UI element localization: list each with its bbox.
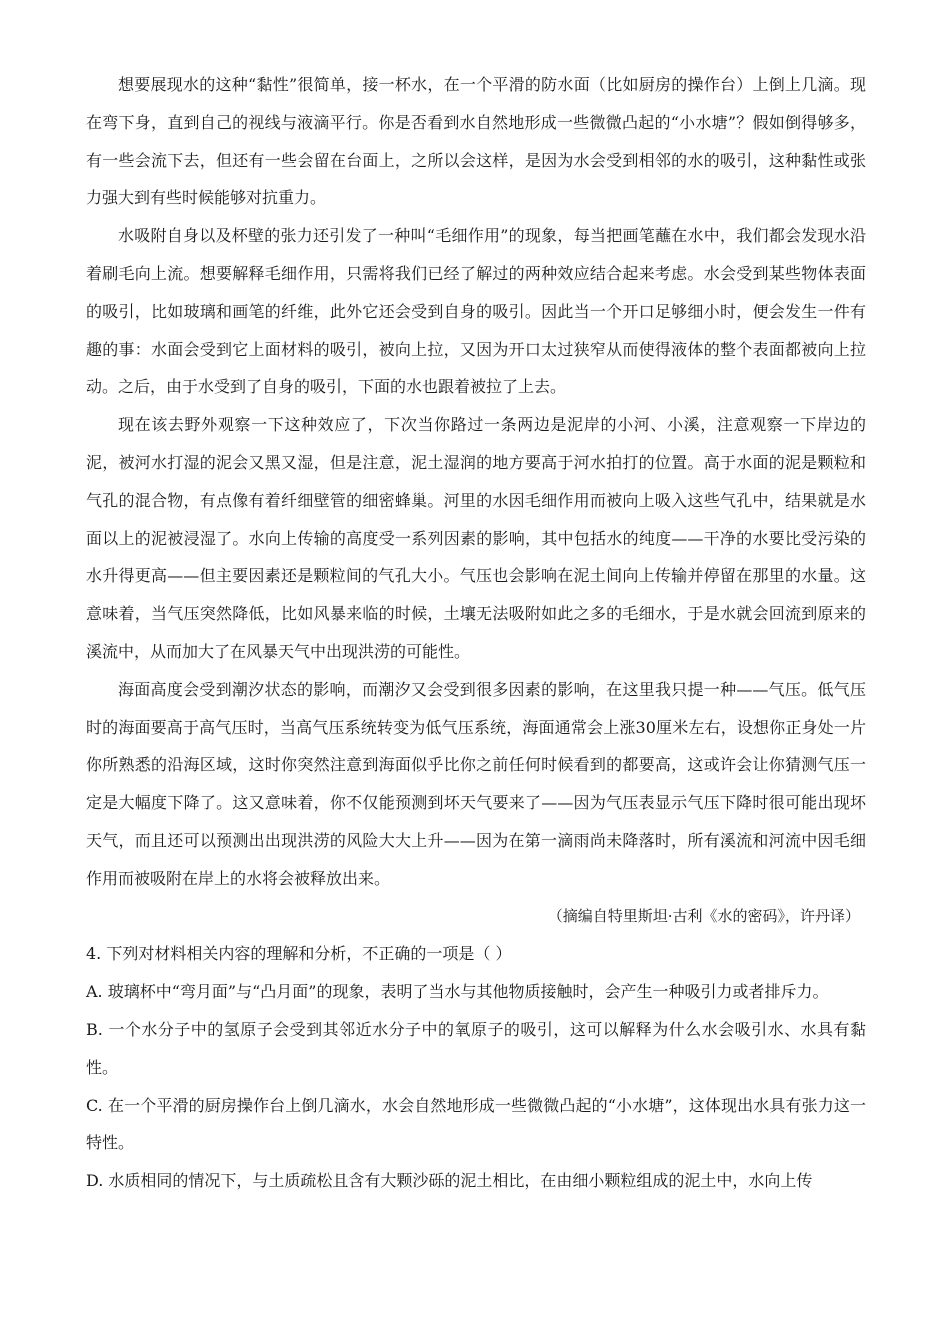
article-paragraph-2: 水吸附自身以及杯壁的张力还引发了一种叫“毛细作用”的现象，每当把画笔蘸在水中，我们都会发现水沿着刷毛向上流。想要解释毛细作用，只需将我们已经了解过的两种效应结合起来考虑。水会受到某些物体表面的吸引，比如玻璃和画笔的纤维，此外它还会受到自身的吸引。因此当一个开口足够细小时，便会发生一件有趣的事：水面会受到它上面材料的吸引，被向上拉，又因为开口太过狭窄从而使得液体的整个表面都被向上拉动。之后，由于水受到了自身的吸引，下面的水也跟着被拉了上去。 — [86, 226, 866, 397]
article-paragraph-4: 海面高度会受到潮汐状态的影响，而潮汐又会受到很多因素的影响，在这里我只提一种——气压。低气压时的海面要高于高气压时，当高气压系统转变为低气压系统，海面通常会上涨30厘米左右，设想你正身处一片你所熟悉的沿海区域，这时你突然注意到海面似乎比你之前任何时候看到的都要高，这或许会让你猜测气压一定是大幅度下降了。这又意味着，你不仅能预测到坏天气要来了——因为气压表显示气压下降时很可能出现坏天气，而且还可以预测出出现洪涝的风险大大上升——因为在第一滴雨尚未降落时，所有溪流和河流中因毛细作用而被吸附在岸上的水将会被释放出来。 — [86, 679, 866, 888]
article-source-citation: （摘编自特里斯坦·古利《水的密码》，许丹译） — [547, 906, 860, 925]
document-page — [86, 66, 866, 1200]
question-stem: 4. 下列对材料相关内容的理解和分析，不正确的一项是（ ） — [86, 944, 512, 964]
option-c: C. 在一个平滑的厨房操作台上倒几滴水，水会自然地形成一些微微凸起的“小水塘”，这体现出水具有张力这一特性。 — [86, 1095, 866, 1153]
option-d: D. 水质相同的情况下，与土质疏松且含有大颗沙砾的泥土相比，在由细小颗粒组成的泥土中，水向上传 — [86, 1171, 813, 1191]
article-paragraph-3: 现在该去野外观察一下这种效应了，下次当你路过一条两边是泥岸的小河、小溪，注意观察一下岸边的泥，被河水打湿的泥会又黑又湿，但是注意，泥土湿润的地方要高于河水拍打的位置。高于水面的泥是颗粒和气孔的混合物，有点像有着纤细壁管的细密蜂巢。河里的水因毛细作用而被向上吸入这些气孔中，结果就是水面以上的泥被浸湿了。水向上传输的高度受一系列因素的影响，其中包括水的纯度——干净的水要比受污染的水升得更高——但主要因素还是颗粒间的气孔大小。气压也会影响在泥土间向上传输并停留在那里的水量。这意味着，当气压突然降低，比如风暴来临的时候，土壤无法吸附如此之多的毛细水，于是水就会回流到原来的溪流中，从而加大了在风暴天气中出现洪涝的可能性。 — [86, 415, 866, 661]
option-b: B. 一个水分子中的氢原子会受到其邻近水分子中的氧原子的吸引，这可以解释为什么水会吸引水、水具有黏性。 — [86, 1019, 866, 1077]
question-block — [86, 935, 866, 1200]
option-a: A. 玻璃杯中“弯月面”与“凸月面”的现象，表明了当水与其他物质接触时，会产生一种吸引力或者排斥力。 — [86, 982, 829, 1002]
article-paragraph-1: 想要展现水的这种“黏性”很简单，接一杯水，在一个平滑的防水面（比如厨房的操作台）上倒上几滴。现在弯下身，直到自己的视线与液滴平行。你是否看到水自然地形成一些微微凸起的“小水塘”？假如倒得够多，有一些会流下去，但还有一些会留在台面上，之所以会这样，是因为水会受到相邻的水的吸引，这种黏性或张力强大到有些时候能够对抗重力。 — [86, 75, 866, 208]
article-body — [86, 66, 866, 935]
